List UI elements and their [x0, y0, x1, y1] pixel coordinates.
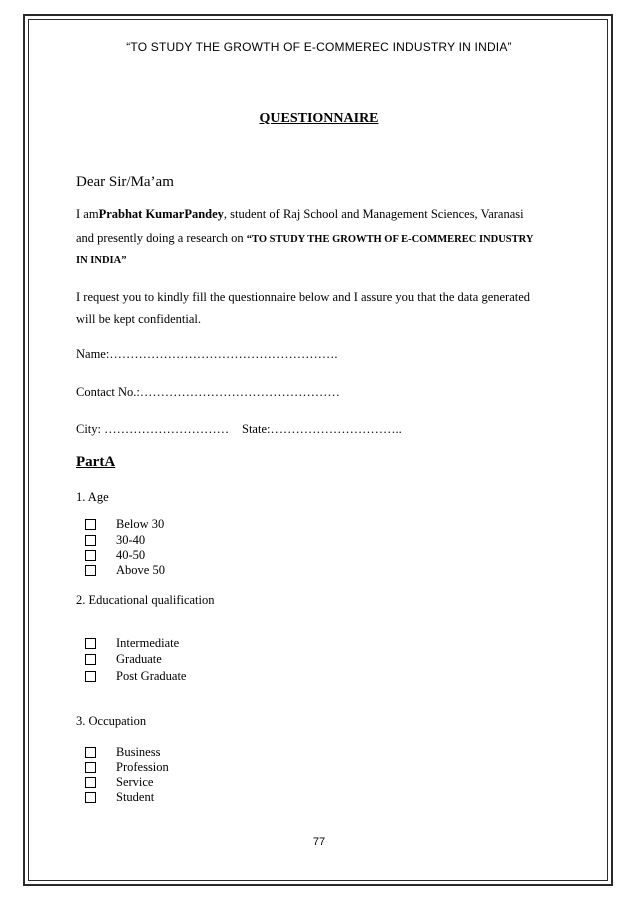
checkbox[interactable] [85, 535, 96, 546]
option-label: Post Graduate [116, 669, 187, 683]
checkbox[interactable] [85, 638, 96, 649]
option-label: Profession [116, 760, 169, 774]
question-age: 1. Age [76, 490, 109, 504]
checkbox[interactable] [85, 519, 96, 530]
request-line-1: I request you to kindly fill the questionnaire below and I assure you that the data generated [76, 290, 531, 304]
option-label: 30-40 [116, 533, 146, 547]
checkbox[interactable] [85, 792, 96, 803]
research-topic-cont: IN INDIA” [76, 255, 127, 266]
option-label: Below 30 [116, 517, 165, 531]
option-label: 40-50 [116, 548, 146, 562]
research-topic: “TO STUDY THE GROWTH OF E-COMMEREC INDUSTRY [246, 234, 534, 245]
checkbox[interactable] [85, 550, 96, 561]
checkbox[interactable] [85, 777, 96, 788]
option-label: Service [116, 775, 154, 789]
option-label: Intermediate [116, 636, 180, 650]
page-title: QUESTIONNAIRE [259, 111, 379, 126]
name-field[interactable]: Name:………………………………………………. [76, 347, 338, 361]
page-number: 77 [312, 836, 326, 848]
checkbox[interactable] [85, 762, 96, 773]
option-label: Above 50 [116, 563, 165, 577]
option-label: Graduate [116, 652, 162, 666]
salutation: Dear Sir/Ma’am [76, 174, 174, 190]
contact-field[interactable]: Contact No.:………………………………………… [76, 385, 340, 399]
checkbox[interactable] [85, 671, 96, 682]
intro-research-prefix: and presently doing a research on [76, 231, 247, 245]
question-education: 2. Educational qualification [76, 593, 215, 607]
intro-line-3 [76, 249, 126, 271]
request-line-2: will be kept confidential. [76, 312, 201, 326]
intro-line-1 [76, 204, 524, 224]
checkbox[interactable] [85, 565, 96, 576]
option-label: Student [116, 790, 155, 804]
question-occupation: 3. Occupation [76, 714, 147, 728]
page-border-inner [28, 19, 608, 881]
option-label: Business [116, 745, 161, 759]
running-header: “TO STUDY THE GROWTH OF E-COMMEREC INDUSTRY IN INDIA” [126, 40, 512, 54]
part-a-heading: PartA [76, 454, 116, 470]
intro-line-2 [76, 228, 533, 250]
researcher-name: Prabhat KumarPandey [98, 207, 224, 221]
intro-prefix: I am [76, 207, 99, 221]
checkbox[interactable] [85, 747, 96, 758]
checkbox[interactable] [85, 654, 96, 665]
intro-affiliation: , student of Raj School and Management Sciences, Varanasi [223, 207, 524, 221]
city-field[interactable]: City: ………………………… [76, 422, 230, 436]
state-field[interactable]: State:………………………….. [242, 422, 402, 436]
